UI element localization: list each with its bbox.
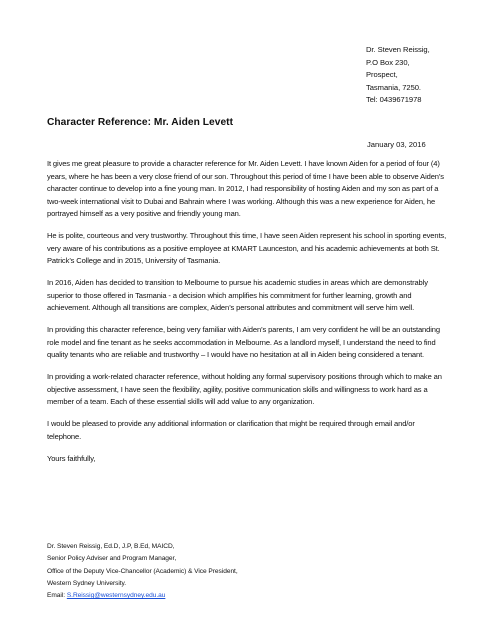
email-link[interactable]: S.Reissig@westernsydney.edu.au bbox=[66, 592, 166, 600]
letter-title: Character Reference: Mr. Aiden Levett bbox=[47, 117, 234, 128]
signature-name: Dr. Steven Reissig, Ed.D, J.P, B.Ed, MAICD, bbox=[47, 543, 175, 550]
signature-role-1: Senior Policy Adviser and Program Manager, bbox=[47, 555, 177, 563]
letter-body bbox=[47, 158, 449, 475]
paragraph-2: He is polite, courteous and very trustworthy. Throughout this time, I have seen Aiden represent his school in sporting events, very aware of his contributions as a positive employee at KMART Launceston, and his academic achievements at both St. Patrick’s College and in 2015, University of Tasmania. bbox=[47, 231, 447, 265]
paragraph-3: In 2016, Aiden has decided to transition to Melbourne to pursue his academic studies in areas which are demonstrably superior to those offered in Tasmania - a decision which amplifies his commitment for further learning, growth and achievement. Although all transitions are complex, Aiden’s personal attributes and commitment will serve him well. bbox=[47, 278, 428, 312]
signature-role-2: Office of the Deputy Vice-Chancellor (Academic) & Vice President, bbox=[47, 567, 238, 575]
letter-date: January 03, 2016 bbox=[367, 140, 426, 149]
paragraph-5: In providing a work-related character reference, without holding any formal supervisory positions through which to make an objective assessment, I have seen the flexibility, agility, positive communication skills and willingness to work hard as a member of a team. Each of these essential skills will add value to any organization. bbox=[47, 372, 442, 406]
signature-email-line bbox=[47, 590, 238, 602]
sender-state: Tasmania, 7250. bbox=[366, 82, 421, 92]
sender-phone: Tel: 0439671978 bbox=[366, 95, 422, 105]
signature-organisation: Western Sydney University. bbox=[47, 579, 127, 587]
sender-address-block bbox=[366, 44, 430, 107]
sender-po-box: P.O Box 230, bbox=[366, 57, 410, 67]
email-label: Email: bbox=[47, 592, 67, 600]
paragraph-1: It gives me great pleasure to provide a character reference for Mr. Aiden Levett. I have known Aiden for a period of four (4) years, where he has been a very close friend of our son. Throughout this period of time I have been able to observe Aiden’s character continue to develop into a fine young man. In 2012, I had responsibility of hosting Aiden and my son as part of a two-week international visit to Dubai and Bahrain where I was working. Although this was a new experience for Aiden, he portrayed himself as a very positive and friendly young man. bbox=[47, 159, 444, 218]
sender-name: Dr. Steven Reissig, bbox=[366, 45, 430, 54]
paragraph-4: In providing this character reference, being very familiar with Aiden’s parents, I am very confident he will be an outstanding role model and fine tenant as he seeks accommodation in Melbourne. As a landlord myself, I understand the need to find quality tenants who are reliable and trustworthy – I would have no hesitation at all in Aiden being considered a tenant. bbox=[47, 325, 440, 359]
signature-block bbox=[47, 541, 238, 602]
closing: Yours faithfully, bbox=[47, 453, 96, 463]
paragraph-6: I would be pleased to provide any additional information or clarification that might be required through email and/or telephone. bbox=[47, 419, 415, 441]
sender-suburb: Prospect, bbox=[366, 70, 398, 80]
